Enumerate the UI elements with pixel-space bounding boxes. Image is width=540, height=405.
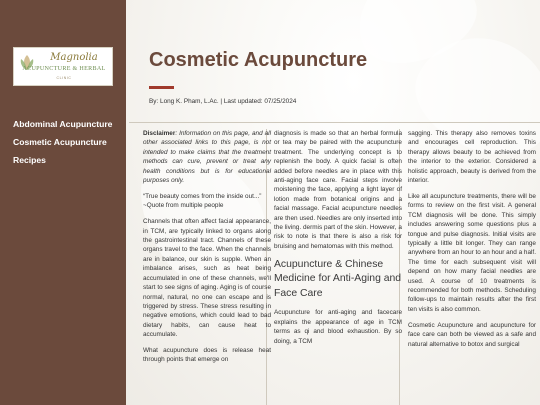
sidebar bbox=[0, 0, 126, 405]
paragraph: Cosmetic Acupuncture and acupuncture for face care can both be viewed as a safe and natural alternative to botox and surgical bbox=[408, 321, 536, 348]
paragraph: Channels that often affect facial appearance, in TCM, are typically linked to organs along the gastrointestinal tract. Channels of these organs travel to the face. When the channels are in balance, our skin is supple. When an imbalance arises, such as heat being accumulated in one of these channels, we'll start to see signs of aging. Aging is of course normal, natural, no one can escape and is triggered by stress. These stress resulting in negative emotions, which could lead to bad dietary habits, can cause heat to accumulate. bbox=[143, 218, 271, 339]
quote: “True beauty comes from the inside out...” ~Quote from multiple people bbox=[143, 192, 262, 210]
paragraph: Acupuncture for anti-aging and facecare explains the appearance of age in TCM terms as qi and blood exhaustion. By so doing, a TCM bbox=[274, 309, 402, 345]
brand-tagline: CLINIC bbox=[56, 76, 72, 80]
disclaimer-text: : Information on this page, and all other associated links to this page, is not intended to make claims that the treatment methods can cure, prevent or treat any health conditions but is for educational purposes only. bbox=[143, 130, 271, 185]
article-column-1 bbox=[143, 129, 271, 371]
sidebar-nav bbox=[13, 120, 112, 174]
sidebar-item-abdominal-acupuncture[interactable]: Abdominal Acupuncture bbox=[13, 119, 113, 129]
title-underline bbox=[149, 86, 174, 89]
sidebar-item-cosmetic-acupuncture[interactable]: Cosmetic Acupuncture bbox=[13, 137, 107, 147]
page-title: Cosmetic Acupuncture bbox=[149, 49, 368, 71]
disclaimer bbox=[143, 129, 271, 185]
article-column-3 bbox=[408, 129, 536, 355]
paragraph: Like all acupuncture treatments, there will be forms to review on the first visit. A general TCM diagnosis will be done. This simply includes answering some questions plus a tongue and pulse diagnosis. Initial visits are typically a little bit longer. They can range anywhere from an hour to an hour and a half. The time for each subsequent visit will depend on how many facial needles are used. A course of 10 treatments is recommended for both methods. Scheduling follow-ups to maintain results after the first ten visits is also common. bbox=[408, 192, 536, 313]
main-content bbox=[126, 0, 540, 405]
divider bbox=[129, 122, 540, 123]
sidebar-item-recipes[interactable]: Recipes bbox=[13, 155, 46, 165]
paragraph: sagging. This therapy also removes toxins and encourages cell reproduction. This therapy allows beauty to be achieved from the interior to the exterior. Considered a holistic approach, beauty is derived from the interior. bbox=[408, 130, 536, 185]
article-column-2 bbox=[274, 129, 402, 353]
paragraph: diagnosis is made so that an herbal formula or tea may be paired with the acupuncture treatment. The underlying concept is to replenish the body. A quick facial is often added before needles are in place with this anti-aging face care. Facial steps involve moistening the face, applying a light layer of lotion made from botanical origins and a facial massage. Facial acupuncture needles are then used. Needles are only inserted into the living. dermis part of the skin. However, a risk to note is that there is also a risk for bruising and hematomas with this method. bbox=[274, 130, 402, 250]
section-heading: Acupuncture & Chinese Medicine for Anti-Aging and Face Care bbox=[274, 258, 402, 299]
brand-subtitle: ACUPUNCTURE & HERBAL bbox=[22, 66, 106, 72]
disclaimer-label: Disclaimer bbox=[143, 130, 176, 137]
byline: By: Long K. Pham, L.Ac. | Last updated: 07/25/2024 bbox=[149, 98, 297, 105]
clinic-logo[interactable] bbox=[13, 47, 113, 86]
paragraph: What acupuncture does is release heat through points that emerge on bbox=[143, 347, 271, 364]
brand-name: Magnolia bbox=[50, 52, 98, 63]
